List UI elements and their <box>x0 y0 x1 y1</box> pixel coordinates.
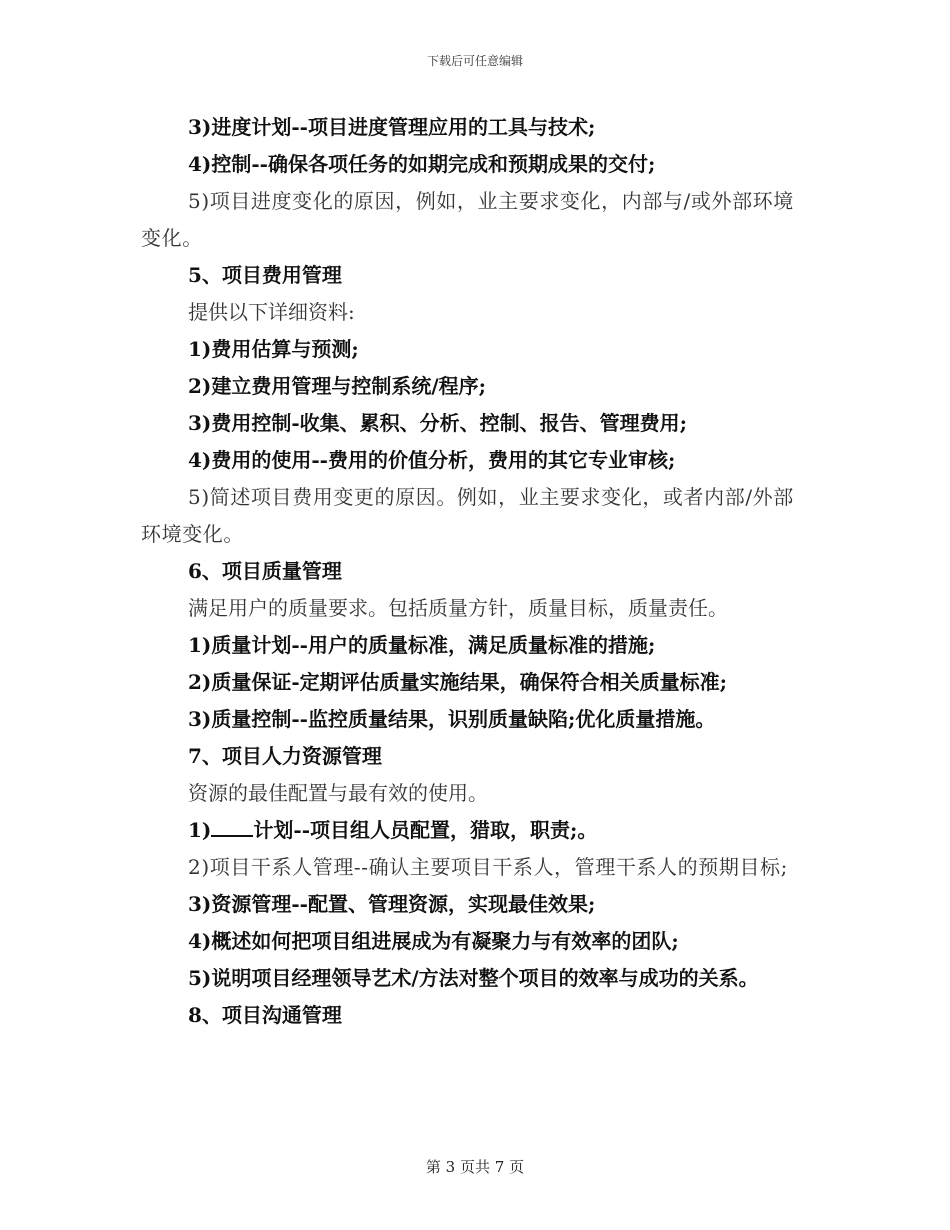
list-item: 3)费用控制-收集、累积、分析、控制、报告、管理费用; <box>188 411 688 435</box>
list-item-prefix: 1) <box>188 818 212 842</box>
paragraph: 5)简述项目费用变更的原因。例如，业主要求变化，或者内部/外部环境变化。 <box>141 485 794 546</box>
list-item: 1)费用估算与预测; <box>188 337 359 361</box>
paragraph: 2)项目干系人管理--确认主要项目干系人，管理干系人的预期目标; <box>188 855 788 879</box>
list-item: 4)控制--确保各项任务的如期完成和预期成果的交付; <box>188 152 656 176</box>
section-heading: 5、项目费用管理 <box>188 263 342 287</box>
section-heading: 6、项目质量管理 <box>188 559 342 583</box>
list-item: 3)资源管理--配置、管理资源，实现最佳效果; <box>188 892 596 916</box>
list-item: 2)质量保证-定期评估质量实施结果，确保符合相关质量标准; <box>188 670 728 694</box>
page-header: 下载后可任意编辑 <box>426 54 523 68</box>
list-item: 3)进度计划--项目进度管理应用的工具与技术; <box>188 115 596 139</box>
list-item: 5)说明项目经理领导艺术/方法对整个项目的效率与成功的关系。 <box>188 966 759 990</box>
section-heading: 7、项目人力资源管理 <box>188 744 382 768</box>
page-footer: 第 3 页共 7 页 <box>425 1158 525 1176</box>
paragraph: 满足用户的质量要求。包括质量方针，质量目标，质量责任。 <box>188 596 728 620</box>
paragraph: 资源的最佳配置与最有效的使用。 <box>188 781 488 805</box>
list-item: 4)概述如何把项目组进展成为有凝聚力与有效率的团队; <box>188 929 679 953</box>
list-item: 1)质量计划--用户的质量标准，满足质量标准的措施; <box>188 633 656 657</box>
list-item: 3)质量控制--监控质量结果，识别质量缺陷;优化质量措施。 <box>188 707 716 731</box>
fill-in-blank <box>211 817 253 837</box>
document-body <box>141 109 811 1034</box>
section-heading: 8、项目沟通管理 <box>188 1003 342 1027</box>
list-item-suffix: 计划--项目组人员配置，猎取，职责;。 <box>253 818 598 842</box>
paragraph: 5)项目进度变化的原因，例如，业主要求变化，内部与/或外部环境变化。 <box>141 189 794 250</box>
paragraph: 提供以下详细资料: <box>188 300 355 324</box>
list-item-with-blank <box>141 812 811 849</box>
list-item: 4)费用的使用--费用的价值分析，费用的其它专业审核; <box>188 448 676 472</box>
list-item: 2)建立费用管理与控制系统/程序; <box>188 374 487 398</box>
